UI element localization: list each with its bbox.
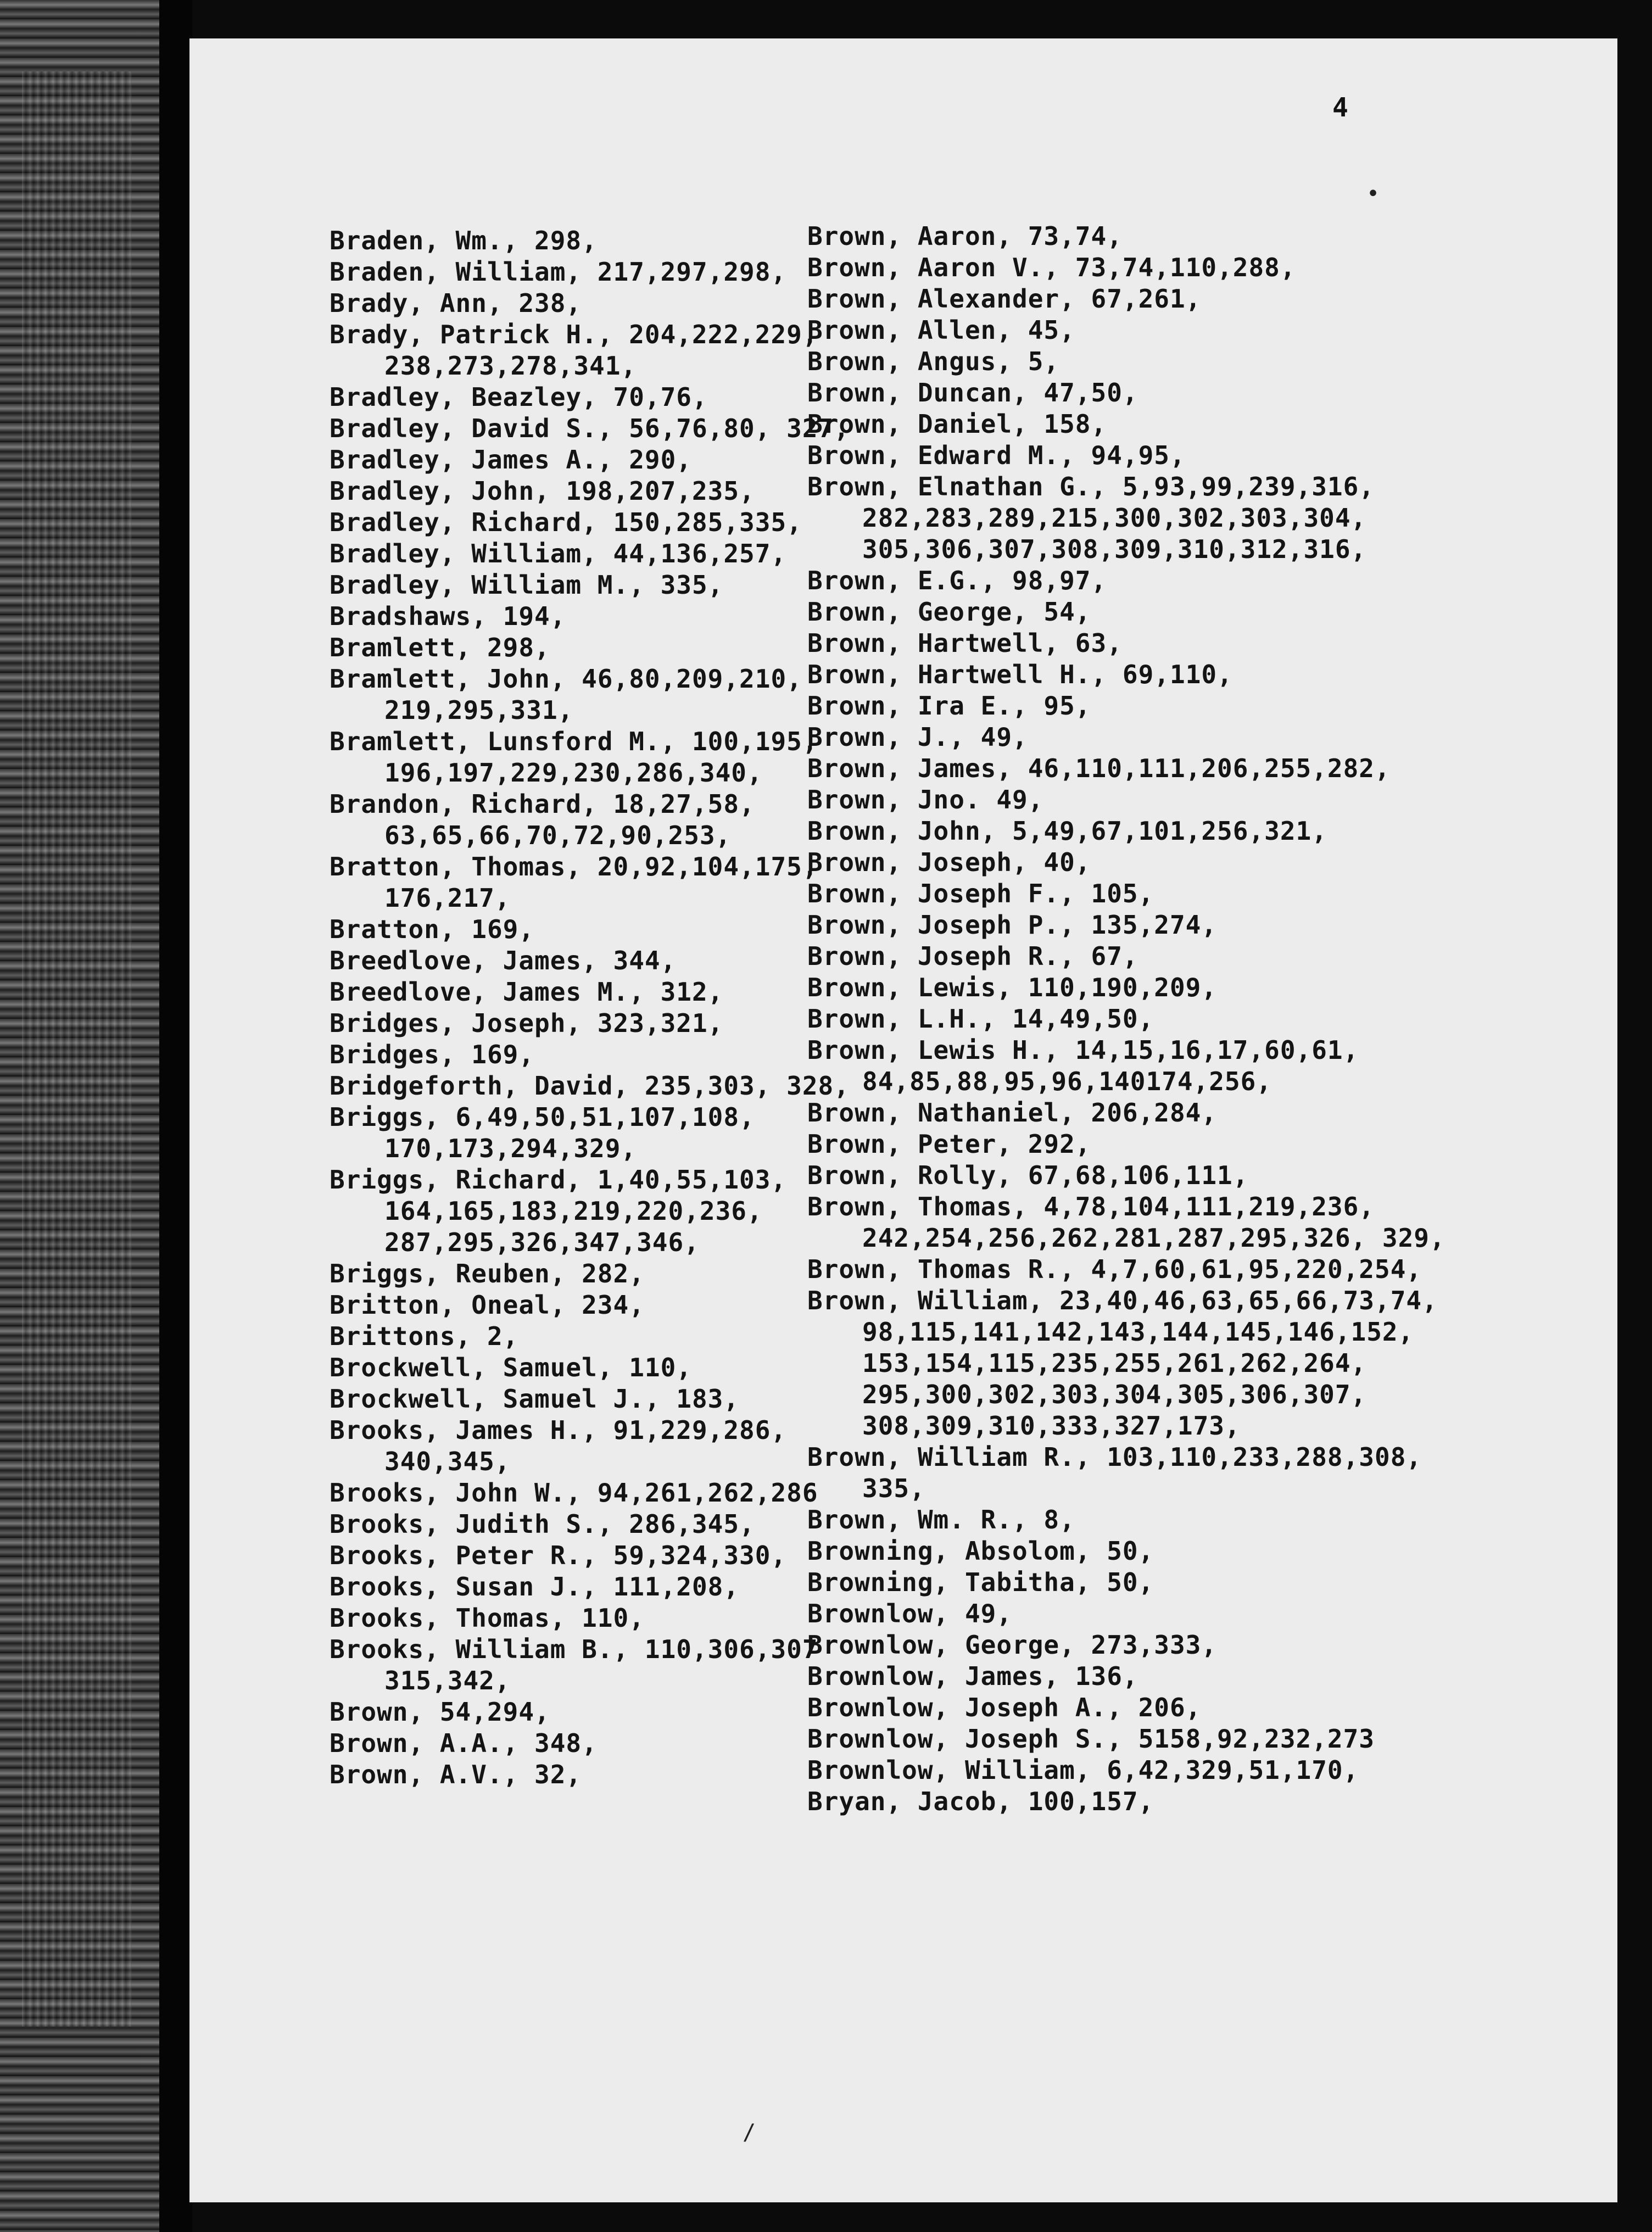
index-entry: Brown, Duncan, 47,50,: [807, 378, 1138, 408]
index-entry: Brownlow, William, 6,42,329,51,170,: [807, 1755, 1359, 1785]
index-entry: Brown, A.V., 32,: [330, 1760, 582, 1789]
index-entry: Brown, William R., 103,110,233,288,308, 335,: [807, 1442, 1422, 1503]
index-column-left: [330, 225, 879, 1790]
index-entry: Bridgeforth, David, 235,303, 328,: [330, 1071, 850, 1101]
index-entry: Brown, Allen, 45,: [807, 315, 1075, 345]
index-entry: Brown, Jno. 49,: [807, 785, 1044, 814]
index-entry: Bradley, William M., 335,: [330, 570, 724, 600]
index-entry: Browning, Tabitha, 50,: [807, 1567, 1154, 1597]
index-entry: Brown, Alexander, 67,261,: [807, 284, 1202, 314]
index-entry: Bradley, Beazley, 70,76,: [330, 382, 708, 412]
index-entry: Brown, Lewis, 110,190,209,: [807, 973, 1218, 1002]
index-entry: Brown, Hartwell, 63,: [807, 628, 1123, 658]
index-entry: Brown, Joseph P., 135,274,: [807, 910, 1218, 940]
page-gutter-shadow: [159, 0, 192, 2232]
index-entry: Brockwell, Samuel, 110,: [330, 1353, 692, 1382]
index-entry: Bramlett, 298,: [330, 633, 550, 662]
index-entry: Brown, 54,294,: [330, 1697, 550, 1727]
index-entry: Bradley, John, 198,207,235,: [330, 476, 755, 506]
index-entry: Brownlow, Joseph A., 206,: [807, 1693, 1202, 1722]
ink-mark: •: [1366, 181, 1380, 207]
adjacent-page-edge: [0, 0, 159, 2232]
index-entry: Brown, James, 46,110,111,206,255,282,: [807, 754, 1391, 783]
index-entry: Brown, L.H., 14,49,50,: [807, 1004, 1154, 1034]
index-entry: Brown, Thomas R., 4,7,60,61,95,220,254,: [807, 1254, 1422, 1284]
index-entry: Brown, Thomas, 4,78,104,111,219,236, 242,254,256,262,281,287,295,326, 329,: [807, 1192, 1446, 1253]
index-column-right: [807, 221, 1466, 1817]
index-entry: Bratton, 169,: [330, 914, 535, 944]
index-entry: Brooks, John W., 94,261,262,286: [330, 1478, 818, 1508]
index-entry: Brownlow, George, 273,333,: [807, 1630, 1218, 1660]
index-entry: Bryan, Jacob, 100,157,: [807, 1787, 1154, 1816]
index-entry: Brown, Rolly, 67,68,106,111,: [807, 1160, 1249, 1190]
index-entry: Bramlett, Lunsford M., 100,195, 196,197,229,230,286,340,: [330, 727, 818, 788]
index-entry: Brooks, Peter R., 59,324,330,: [330, 1541, 787, 1570]
index-entry: Bramlett, John, 46,80,209,210, 219,295,331,: [330, 664, 802, 725]
index-entry: Brockwell, Samuel J., 183,: [330, 1384, 740, 1414]
index-entry: Brown, Aaron, 73,74,: [807, 221, 1123, 251]
index-entry: Brown, Joseph F., 105,: [807, 879, 1154, 908]
index-entry: Brown, Ira E., 95,: [807, 691, 1091, 721]
index-entry: Bridges, Joseph, 323,321,: [330, 1008, 724, 1038]
index-entry: Brown, Edward M., 94,95,: [807, 440, 1186, 470]
index-entry: Brown, Aaron V., 73,74,110,288,: [807, 253, 1296, 282]
index-entry: Bradley, James A., 290,: [330, 445, 692, 475]
index-entry: Brown, J., 49,: [807, 722, 1028, 752]
index-entry: Brown, Hartwell H., 69,110,: [807, 660, 1233, 689]
index-entry: Breedlove, James M., 312,: [330, 977, 724, 1007]
index-entry: Brownlow, 49,: [807, 1599, 1013, 1628]
index-entry: Brandon, Richard, 18,27,58, 63,65,66,70,72,90,253,: [330, 789, 755, 850]
index-entry: Briggs, Reuben, 282,: [330, 1259, 645, 1288]
index-entry: Brown, George, 54,: [807, 597, 1091, 627]
index-entry: Browning, Absolom, 50,: [807, 1536, 1154, 1566]
page-number: 4: [1332, 92, 1348, 123]
index-entry: Braden, William, 217,297,298,: [330, 257, 787, 287]
index-entry: Bradley, Richard, 150,285,335,: [330, 507, 802, 537]
index-entry: Brown, William, 23,40,46,63,65,66,73,74, 98,115,141,142,143,144,145,146,152, 153,154,115,235,255,261,262,264, 295,300,302,303,304,305,306,307, 308,309,310,333,327,173,: [807, 1286, 1438, 1441]
index-entry: Bradley, William, 44,136,257,: [330, 539, 787, 568]
adjacent-page-texture: [22, 71, 132, 2027]
index-entry: Brown, Daniel, 158,: [807, 409, 1107, 439]
index-entry: Brady, Ann, 238,: [330, 288, 582, 318]
index-entry: Britton, Oneal, 234,: [330, 1290, 645, 1320]
index-entry: Bratton, Thomas, 20,92,104,175, 176,217,: [330, 852, 818, 913]
index-entry: Brown, Joseph, 40,: [807, 847, 1091, 877]
index-entry: Brooks, James H., 91,229,286, 340,345,: [330, 1415, 787, 1476]
index-entry: Braden, Wm., 298,: [330, 226, 598, 255]
ink-mark: /: [743, 2120, 756, 2145]
index-entry: Brooks, Thomas, 110,: [330, 1603, 645, 1633]
index-entry: Breedlove, James, 344,: [330, 946, 677, 975]
index-entry: Brown, Joseph R., 67,: [807, 941, 1138, 971]
index-entry: Brownlow, Joseph S., 5158,92,232,273: [807, 1724, 1375, 1754]
index-entry: Brooks, Judith S., 286,345,: [330, 1509, 755, 1539]
index-entry: Briggs, 6,49,50,51,107,108, 170,173,294,329,: [330, 1102, 755, 1163]
index-entry: Brown, A.A., 348,: [330, 1728, 598, 1758]
index-entry: Brady, Patrick H., 204,222,229, 238,273,278,341,: [330, 320, 818, 381]
index-entry: Brown, E.G., 98,97,: [807, 566, 1107, 595]
index-entry: Bradshaws, 194,: [330, 601, 566, 631]
index-entry: Brown, Nathaniel, 206,284,: [807, 1098, 1218, 1128]
index-entry: Brown, John, 5,49,67,101,256,321,: [807, 816, 1327, 846]
index-entry: Bridges, 169,: [330, 1040, 535, 1069]
index-entry: Brownlow, James, 136,: [807, 1661, 1138, 1691]
index-entry: Brooks, William B., 110,306,307 315,342,: [330, 1634, 818, 1695]
index-entry: Brown, Wm. R., 8,: [807, 1505, 1075, 1534]
index-entry: Brown, Peter, 292,: [807, 1129, 1091, 1159]
index-entry: Briggs, Richard, 1,40,55,103, 164,165,183,219,220,236, 287,295,326,347,346,: [330, 1165, 787, 1257]
index-entry: Brooks, Susan J., 111,208,: [330, 1572, 740, 1602]
index-entry: Brittons, 2,: [330, 1321, 519, 1351]
index-entry: Brown, Lewis H., 14,15,16,17,60,61, 84,85,88,95,96,140174,256,: [807, 1035, 1359, 1096]
index-entry: Brown, Angus, 5,: [807, 347, 1060, 376]
index-entry: Brown, Elnathan G., 5,93,99,239,316, 282,283,289,215,300,302,303,304, 305,306,307,308,309,310,312,316,: [807, 472, 1375, 564]
index-entry: Bradley, David S., 56,76,80, 327,: [330, 414, 850, 443]
